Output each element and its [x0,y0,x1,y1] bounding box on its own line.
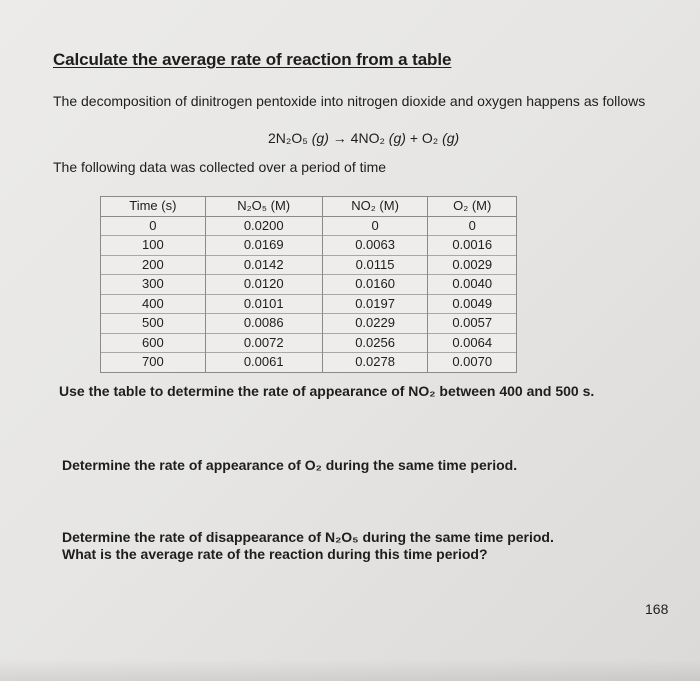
equation-product-no2: 4NO₂ [350,130,385,146]
equation-reactant: 2N₂O₅ [268,130,308,146]
cell-no2: 0.0278 [322,353,428,373]
question-n2o5-rate [62,529,554,563]
table-row [101,333,517,353]
table-header-row [101,197,517,217]
cell-o2: 0.0070 [428,353,517,373]
cell-time: 700 [101,353,206,373]
cell-o2: 0.0040 [428,275,517,295]
question-average-rate-line: What is the average rate of the reaction during this time period? [62,546,488,562]
cell-n2o5: 0.0086 [205,314,322,334]
header-no2: NO₂ (M) [322,197,428,217]
cell-n2o5: 0.0101 [205,294,322,314]
header-time: Time (s) [101,197,206,217]
table-row [101,255,517,275]
table-row [101,353,517,373]
intro-paragraph: The decomposition of dinitrogen pentoxide into nitrogen dioxide and oxygen happens as follows [53,93,646,109]
table-row [101,314,517,334]
equation-plus: + [409,130,418,146]
cell-n2o5: 0.0120 [205,275,322,295]
header-o2: O₂ (M) [428,197,517,217]
cell-time: 0 [101,216,206,236]
cell-time: 500 [101,314,206,334]
cell-no2: 0 [322,216,428,236]
cell-no2: 0.0229 [322,314,428,334]
equation-product-no2-state: (g) [388,130,406,146]
question-no2-rate: Use the table to determine the rate of appearance of NO₂ between 400 and 500 s. [59,383,595,399]
cell-n2o5: 0.0061 [205,353,322,373]
cell-o2: 0.0049 [428,294,517,314]
cell-time: 400 [101,294,206,314]
equation-product-o2: O₂ [421,130,439,146]
table-row [101,236,517,256]
cell-o2: 0.0064 [428,333,517,353]
reaction-arrow: → [332,130,347,146]
question-o2-rate: Determine the rate of appearance of O₂ during the same time period. [62,457,518,473]
table-row [101,216,517,236]
cell-no2: 0.0063 [322,236,428,256]
equation-product-o2-state: (g) [442,130,460,146]
cell-time: 200 [101,255,206,275]
chemical-equation [268,130,459,146]
cell-n2o5: 0.0072 [205,333,322,353]
cell-n2o5: 0.0169 [205,236,322,256]
cell-time: 300 [101,275,206,295]
header-n2o5: N₂O₅ (M) [205,197,322,217]
cell-time: 100 [101,236,206,256]
cell-o2: 0.0057 [428,314,517,334]
cell-no2: 0.0115 [322,255,428,275]
cell-o2: 0.0016 [428,236,517,256]
concentration-table [100,196,517,373]
page-edge-shadow [0,659,700,681]
cell-o2: 0 [428,216,517,236]
cell-n2o5: 0.0142 [205,255,322,275]
cell-n2o5: 0.0200 [205,216,322,236]
cell-no2: 0.0256 [322,333,428,353]
equation-reactant-state: (g) [311,130,329,146]
table-row [101,275,517,295]
cell-o2: 0.0029 [428,255,517,275]
question-n2o5-line: Determine the rate of disappearance of N₂O₅ during the same time period. [62,529,554,545]
cell-time: 600 [101,333,206,353]
cell-no2: 0.0197 [322,294,428,314]
page-number: 168 [645,601,669,617]
page-title: Calculate the average rate of reaction from a table [53,50,452,69]
table-row [101,294,517,314]
cell-no2: 0.0160 [322,275,428,295]
data-intro-text: The following data was collected over a period of time [53,159,387,175]
